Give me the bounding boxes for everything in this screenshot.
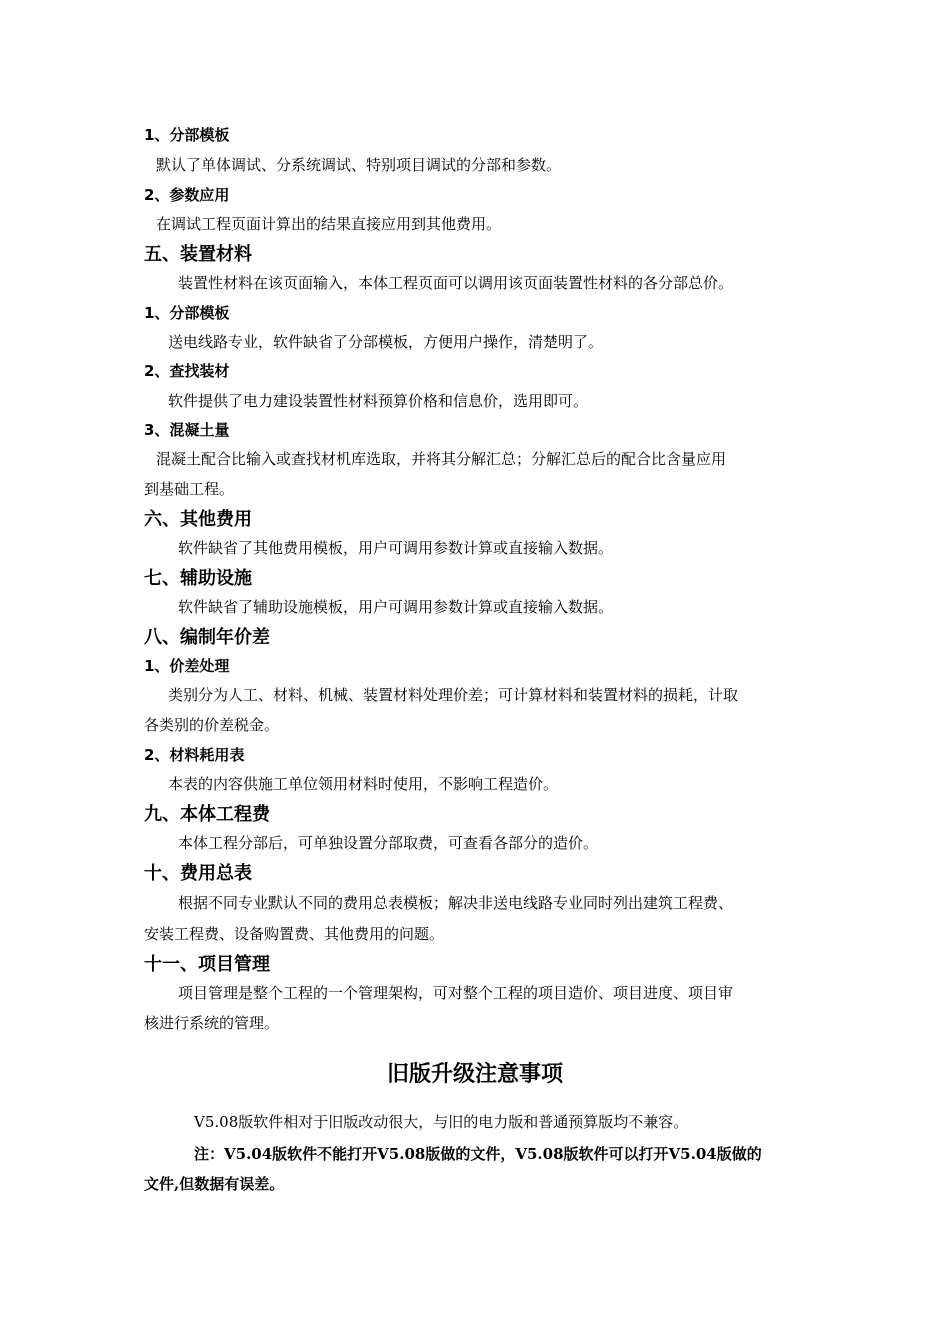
subheading-parameter-application: 2、参数应用 xyxy=(144,186,230,204)
paragraph: V5.08版软件相对于旧版改动很大，与旧的电力版和普通预算版均不兼容。 xyxy=(194,1113,689,1131)
subheading: 1、价差处理 xyxy=(144,657,230,675)
paragraph-continuation: 核进行系统的管理。 xyxy=(144,1014,280,1032)
subheading: 3、混凝土量 xyxy=(144,421,230,439)
paragraph: 软件缺省了其他费用模板，用户可调用参数计算或直接输入数据。 xyxy=(178,539,614,557)
paragraph: 在调试工程页面计算出的结果直接应用到其他费用。 xyxy=(156,215,502,233)
paragraph: 默认了单体调试、分系统调试、特别项目调试的分部和参数。 xyxy=(156,156,562,174)
paragraph: 类别分为人工、材料、机械、装置材料处理价差；可计算材料和装置材料的损耗，计取 xyxy=(168,686,739,704)
paragraph-continuation: 到基础工程。 xyxy=(144,480,235,498)
paragraph-continuation: 安装工程费、设备购置费、其他费用的问题。 xyxy=(144,925,445,943)
paragraph: 本表的内容供施工单位领用材料时使用，不影响工程造价。 xyxy=(168,775,559,793)
paragraph: 软件缺省了辅助设施模板，用户可调用参数计算或直接输入数据。 xyxy=(178,598,614,616)
subheading: 2、查找装材 xyxy=(144,362,230,380)
section-heading-6: 六、其他费用 xyxy=(144,509,252,530)
paragraph: 项目管理是整个工程的一个管理架构，可对整个工程的项目造价、项目进度、项目审 xyxy=(178,984,734,1002)
section-heading-5: 五、装置材料 xyxy=(144,244,252,265)
subheading: 1、分部模板 xyxy=(144,304,230,322)
section-heading-10: 十、费用总表 xyxy=(144,863,252,884)
note-text: 注：V5.04版软件不能打开V5.08版做的文件，V5.08版软件可以打开V5.04版做的 xyxy=(194,1145,762,1163)
section-heading-7: 七、辅助设施 xyxy=(144,568,252,589)
paragraph: 根据不同专业默认不同的费用总表模板；解决非送电线路专业同时列出建筑工程费、 xyxy=(178,894,734,912)
section-heading-9: 九、本体工程费 xyxy=(144,804,270,825)
paragraph: 软件提供了电力建设装置性材料预算价格和信息价，选用即可。 xyxy=(168,392,589,410)
paragraph-continuation: 各类别的价差税金。 xyxy=(144,716,280,734)
paragraph: 混凝土配合比输入或查找材机库选取，并将其分解汇总；分解汇总后的配合比含量应用 xyxy=(156,450,727,468)
subheading: 2、材料耗用表 xyxy=(144,746,245,764)
section-heading-8: 八、编制年价差 xyxy=(144,627,270,648)
paragraph: 装置性材料在该页面输入，本体工程页面可以调用该页面装置性材料的各分部总价。 xyxy=(178,274,734,292)
paragraph: 送电线路专业，软件缺省了分部模板，方便用户操作，清楚明了。 xyxy=(168,333,604,351)
paragraph: 本体工程分部后，可单独设置分部取费，可查看各部分的造价。 xyxy=(178,834,599,852)
subheading-partition-template: 1、分部模板 xyxy=(144,126,230,144)
note-text-continuation: 文件,但数据有误差。 xyxy=(144,1175,285,1193)
upgrade-title: 旧版升级注意事项 xyxy=(386,1062,563,1087)
section-heading-11: 十一、项目管理 xyxy=(144,954,270,975)
